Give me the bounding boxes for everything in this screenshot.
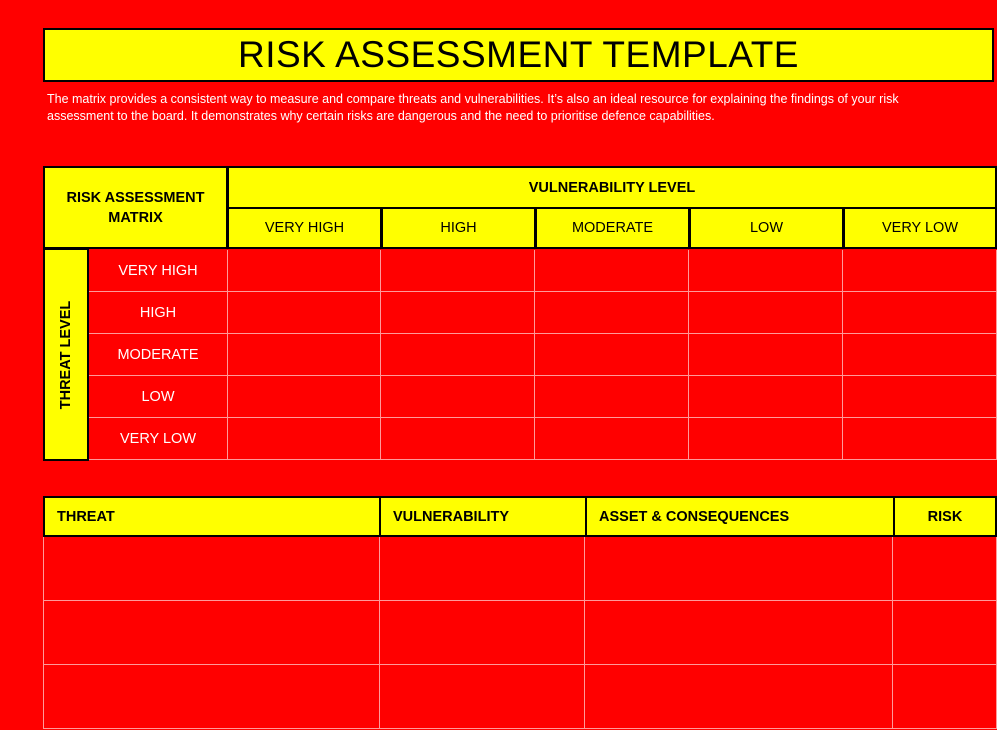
risk-table-cell[interactable] <box>893 665 997 729</box>
matrix-cell[interactable] <box>381 292 535 334</box>
threat-row-high: HIGH <box>139 305 177 321</box>
matrix-cell[interactable] <box>227 376 381 418</box>
threat-row-separator <box>89 376 227 418</box>
vulnerability-column-header: VULNERABILITY <box>379 496 587 537</box>
matrix-cell[interactable] <box>227 292 381 334</box>
page-title: RISK ASSESSMENT TEMPLATE <box>43 28 994 82</box>
matrix-cell[interactable] <box>535 418 689 460</box>
matrix-cell[interactable] <box>381 418 535 460</box>
threat-row-low: LOW <box>141 389 175 405</box>
matrix-cell[interactable] <box>843 250 997 292</box>
matrix-cell[interactable] <box>535 334 689 376</box>
matrix-cell[interactable] <box>381 250 535 292</box>
matrix-cell[interactable] <box>381 334 535 376</box>
asset-consequences-column-header: ASSET & CONSEQUENCES <box>585 496 895 537</box>
matrix-cell[interactable] <box>689 292 843 334</box>
vulnerability-col-very-high: VERY HIGH <box>227 207 382 249</box>
matrix-cell[interactable] <box>843 418 997 460</box>
matrix-cell[interactable] <box>689 376 843 418</box>
vulnerability-col-high: HIGH <box>381 207 536 249</box>
vulnerability-level-header: VULNERABILITY LEVEL <box>227 166 997 209</box>
matrix-cell[interactable] <box>689 418 843 460</box>
matrix-corner-label: RISK ASSESSMENT MATRIX <box>43 166 228 249</box>
risk-table-cell[interactable] <box>379 601 585 665</box>
threat-row-separator <box>89 292 227 334</box>
threat-row-very-low: VERY LOW <box>119 431 197 447</box>
risk-table-cell[interactable] <box>379 537 585 601</box>
risk-table <box>43 496 997 730</box>
risk-table-cell[interactable] <box>43 665 380 729</box>
risk-matrix <box>43 166 997 461</box>
threat-column-header: THREAT <box>43 496 381 537</box>
vulnerability-col-low: LOW <box>689 207 844 249</box>
vulnerability-col-moderate: MODERATE <box>535 207 690 249</box>
matrix-cell[interactable] <box>843 376 997 418</box>
threat-level-header <box>43 248 89 461</box>
matrix-cell[interactable] <box>381 376 535 418</box>
matrix-cell[interactable] <box>843 334 997 376</box>
matrix-cell[interactable] <box>843 292 997 334</box>
matrix-cell[interactable] <box>535 250 689 292</box>
matrix-cell[interactable] <box>227 250 381 292</box>
risk-table-cell[interactable] <box>379 665 585 729</box>
threat-row-separator <box>89 250 227 292</box>
risk-table-cell[interactable] <box>43 537 380 601</box>
matrix-cell[interactable] <box>689 334 843 376</box>
threat-row-moderate: MODERATE <box>117 347 199 363</box>
matrix-cell[interactable] <box>689 250 843 292</box>
matrix-cell[interactable] <box>227 334 381 376</box>
threat-row-separator <box>89 334 227 376</box>
risk-table-cell[interactable] <box>585 601 893 665</box>
matrix-cell[interactable] <box>535 292 689 334</box>
vulnerability-col-very-low: VERY LOW <box>843 207 997 249</box>
risk-table-cell[interactable] <box>585 537 893 601</box>
risk-table-cell[interactable] <box>585 665 893 729</box>
risk-table-cell[interactable] <box>893 537 997 601</box>
risk-table-cell[interactable] <box>893 601 997 665</box>
description-text: The matrix provides a consistent way to measure and compare threats and vulnerabilities. It’s also an ideal resource for explaining the findings of your risk assessment to the board. It demonstrates why certain risks are dangerous and the need to prioritise defence capabilities. <box>47 92 899 123</box>
matrix-cell[interactable] <box>535 376 689 418</box>
matrix-cell[interactable] <box>227 418 381 460</box>
threat-level-label: THREAT LEVEL <box>58 300 75 409</box>
risk-table-cell[interactable] <box>43 601 380 665</box>
risk-column-header: RISK <box>893 496 997 537</box>
threat-row-very-high: VERY HIGH <box>118 263 198 279</box>
threat-row-separator <box>89 418 227 460</box>
